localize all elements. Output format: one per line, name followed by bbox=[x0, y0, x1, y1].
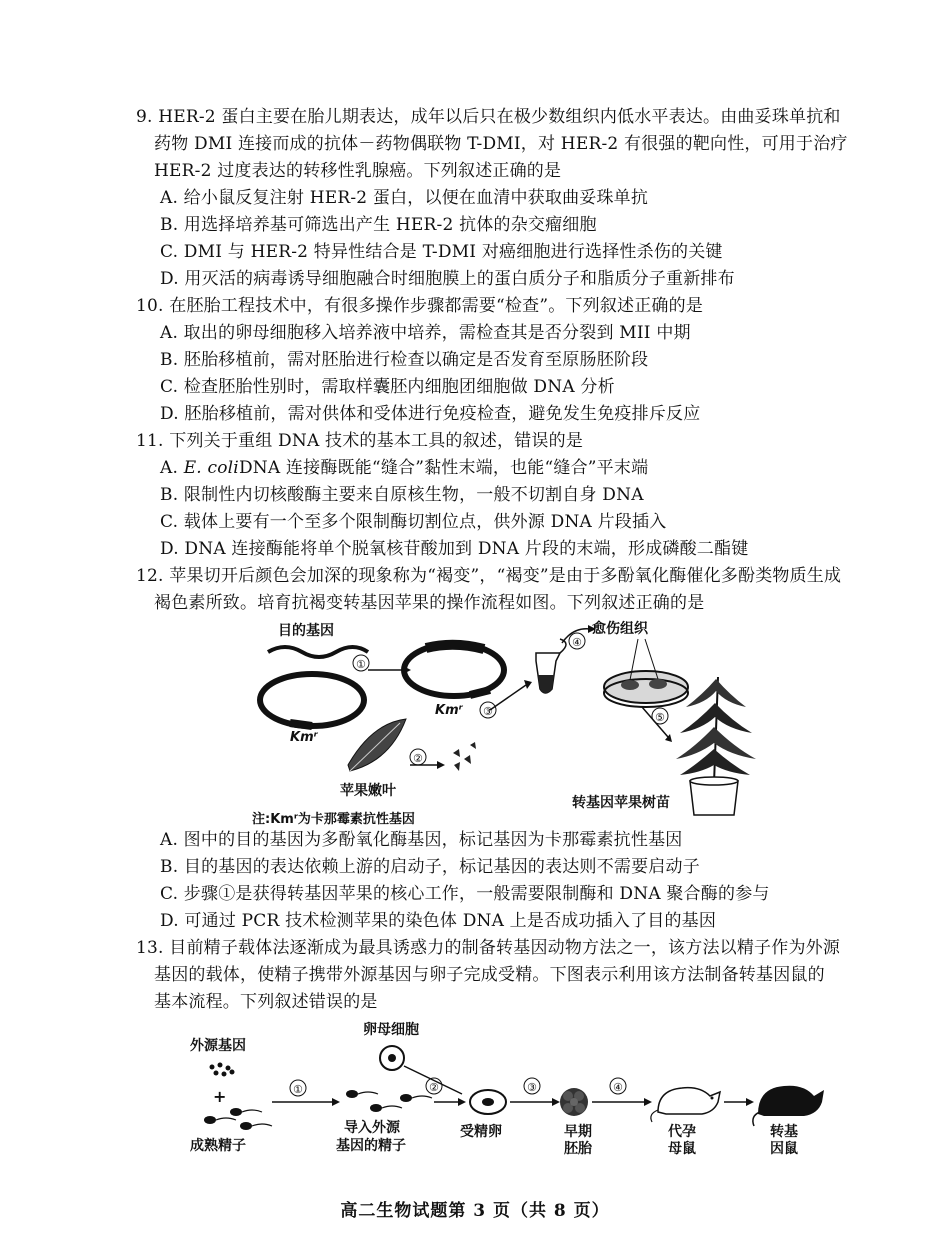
apple-seedling-icon bbox=[676, 677, 756, 815]
label-zygote: 受精卵 bbox=[460, 1124, 502, 1140]
label-kmr-plasmid: Kmʳ bbox=[290, 730, 318, 745]
surrogate-mouse-icon bbox=[651, 1088, 720, 1122]
step-2: ② bbox=[413, 752, 423, 765]
q12-option-c: C. 步骤①是获得转基因苹果的核心工作，一般需要限制酶和 DNA 聚合酶的参与 bbox=[160, 884, 770, 904]
q12-apple-transgenic-figure bbox=[240, 615, 780, 827]
kmr-marker-icon bbox=[290, 723, 312, 726]
q13-stem-line: 基本流程。下列叙述错误的是 bbox=[154, 992, 378, 1012]
leaf-fragments-icon bbox=[453, 742, 476, 771]
q10-option-c: C. 检查胚胎性别时，需取样囊胚内细胞团细胞做 DNA 分析 bbox=[160, 377, 615, 397]
arrow-icon bbox=[552, 1098, 560, 1106]
arrow-icon bbox=[524, 680, 532, 689]
step-2: ② bbox=[429, 1081, 439, 1094]
q13-transgenic-mouse-figure bbox=[180, 1018, 830, 1158]
label-foreign-gene: 外源基因 bbox=[190, 1038, 246, 1054]
label-oocyte: 卵母细胞 bbox=[363, 1022, 419, 1038]
q12-option-d: D. 可通过 PCR 技术检测苹果的染色体 DNA 上是否成功插入了目的基因 bbox=[160, 911, 717, 931]
step-4: ④ bbox=[613, 1081, 623, 1094]
q12-stem-line: 12. 苹果切开后颜色会加深的现象称为“褐变”，“褐变”是由于多酚氧化酶催化多酚类物质生成 bbox=[136, 566, 842, 586]
q11-stem-line: 11. 下列关于重组 DNA 技术的基本工具的叙述，错误的是 bbox=[136, 431, 584, 451]
callus-icon bbox=[621, 680, 639, 690]
label-surrogate: 母鼠 bbox=[668, 1141, 696, 1157]
page-footer: 高二生物试题第 3 页（共 8 页） bbox=[340, 1201, 610, 1221]
q11-option-b: B. 限制性内切核酸酶主要来自原核生物，一般不切割自身 DNA bbox=[160, 485, 644, 505]
label-transgenic-mouse: 因鼠 bbox=[770, 1141, 798, 1157]
label-apple-leaf: 苹果嫩叶 bbox=[340, 783, 396, 799]
figure-note: 注:Kmʳ为卡那霉素抗性基因 bbox=[252, 812, 415, 827]
label-seedling: 转基因苹果树苗 bbox=[572, 795, 670, 811]
early-embryo-icon bbox=[560, 1088, 588, 1116]
arrow-icon bbox=[458, 1098, 466, 1106]
q9-stem-line: HER-2 过度表达的转移性乳腺癌。下列叙述正确的是 bbox=[154, 161, 562, 181]
q9-option-b: B. 用选择培养基可筛选出产生 HER-2 抗体的杂交瘤细胞 bbox=[160, 215, 597, 235]
q13-stem-line: 13. 目前精子载体法逐渐成为最具诱惑力的制备转基因动物方法之一，该方法以精子作为外源 bbox=[136, 938, 841, 958]
sperm-icon bbox=[204, 1108, 272, 1130]
arrow-icon bbox=[437, 761, 445, 769]
step-4: ④ bbox=[572, 636, 582, 649]
q12-option-a: A. 图中的目的基因为多酚氧化酶基因，标记基因为卡那霉素抗性基因 bbox=[160, 830, 683, 850]
q12-option-b: B. 目的基因的表达依赖上游的启动子，标记基因的表达则不需要启动子 bbox=[160, 857, 700, 877]
label-callus: 愈伤组织 bbox=[592, 621, 648, 637]
label-mature-sperm: 成熟精子 bbox=[190, 1138, 246, 1154]
inserted-gene-segment-icon bbox=[426, 645, 484, 649]
q11-option-c: C. 载体上要有一个至多个限制酶切割位点，供外源 DNA 片段插入 bbox=[160, 512, 667, 532]
label-sperm-with-gene: 导入外源 bbox=[344, 1120, 400, 1136]
label-surrogate: 代孕 bbox=[668, 1124, 696, 1140]
q10-option-d: D. 胚胎移植前，需对供体和受体进行免疫检查，避免发生免疫排斥反应 bbox=[160, 404, 701, 424]
q10-option-b: B. 胚胎移植前，需对胚胎进行检查以确定是否发育至原肠胚阶段 bbox=[160, 350, 649, 370]
question-10 bbox=[136, 293, 896, 428]
label-sperm-with-gene: 基因的精子 bbox=[336, 1138, 406, 1154]
question-11 bbox=[136, 428, 896, 563]
label-early-embryo: 早期 bbox=[564, 1124, 592, 1140]
q9-option-d: D. 用灭活的病毒诱导细胞融合时细胞膜上的蛋白质分子和脂质分子重新排布 bbox=[160, 269, 735, 289]
q11-option-a-species: E. coli bbox=[183, 458, 239, 478]
step-5: ⑤ bbox=[655, 711, 665, 724]
target-gene-dna-icon bbox=[268, 647, 368, 657]
arrow-icon bbox=[644, 1098, 652, 1106]
step-1: ① bbox=[356, 658, 366, 671]
label-kmr-recombinant: Kmʳ bbox=[435, 703, 463, 718]
question-12 bbox=[136, 563, 896, 617]
q13-stem-line: 基因的载体，使精子携带外源基因与卵子完成受精。下图表示利用该方法制备转基因鼠的 bbox=[154, 965, 825, 985]
q9-option-a: A. 给小鼠反复注射 HER-2 蛋白，以便在血清中获取曲妥珠单抗 bbox=[160, 188, 649, 208]
sperm-with-gene-icon bbox=[346, 1090, 432, 1112]
step-1: ① bbox=[293, 1083, 303, 1096]
plus-sign: + bbox=[213, 1087, 227, 1106]
question-12-options bbox=[136, 827, 896, 935]
label-target-gene: 目的基因 bbox=[278, 623, 334, 639]
question-13 bbox=[136, 935, 896, 1016]
transgenic-mouse-icon bbox=[753, 1086, 824, 1126]
q12-stem-line: 褐色素所致。培育抗褐变转基因苹果的操作流程如图。下列叙述正确的是 bbox=[154, 593, 705, 613]
question-9 bbox=[136, 104, 896, 293]
q11-option-a bbox=[160, 455, 896, 482]
q11-option-d: D. DNA 连接酶能将单个脱氧核苷酸加到 DNA 片段的末端，形成磷酸二酯键 bbox=[160, 539, 749, 559]
label-early-embryo: 胚胎 bbox=[564, 1141, 592, 1157]
q10-option-a: A. 取出的卵母细胞移入培养液中培养，需检查其是否分裂到 MII 中期 bbox=[160, 323, 691, 343]
step-3: ③ bbox=[527, 1081, 537, 1094]
step-3: ③ bbox=[483, 705, 493, 718]
arrow-icon bbox=[746, 1098, 754, 1106]
q9-stem-line: 9. HER-2 蛋白主要在胎儿期表达，成年以后只在极少数组织内低水平表达。由曲妥珠单抗和 bbox=[136, 107, 841, 127]
q10-stem-line: 10. 在胚胎工程技术中，有很多操作步骤都需要“检查”。下列叙述正确的是 bbox=[136, 296, 704, 316]
callus-icon bbox=[649, 679, 667, 689]
q11-option-a-text: DNA 连接酶既能“缝合”黏性末端，也能“缝合”平末端 bbox=[238, 458, 649, 478]
label-transgenic-mouse: 转基 bbox=[770, 1124, 798, 1140]
foreign-gene-dots-icon bbox=[210, 1063, 235, 1077]
arrow-icon bbox=[332, 1098, 340, 1106]
q9-option-c: C. DMI 与 HER-2 特异性结合是 T-DMI 对癌细胞进行选择性杀伤的关键 bbox=[160, 242, 723, 262]
q9-stem-line: 药物 DMI 连接而成的抗体－药物偶联物 T-DMI，对 HER-2 有很强的靶向性，可用于治疗 bbox=[154, 134, 848, 154]
plasmid-icon bbox=[260, 674, 364, 726]
petri-dish-icon bbox=[604, 671, 688, 703]
q11-option-a-prefix: A. bbox=[160, 458, 184, 478]
